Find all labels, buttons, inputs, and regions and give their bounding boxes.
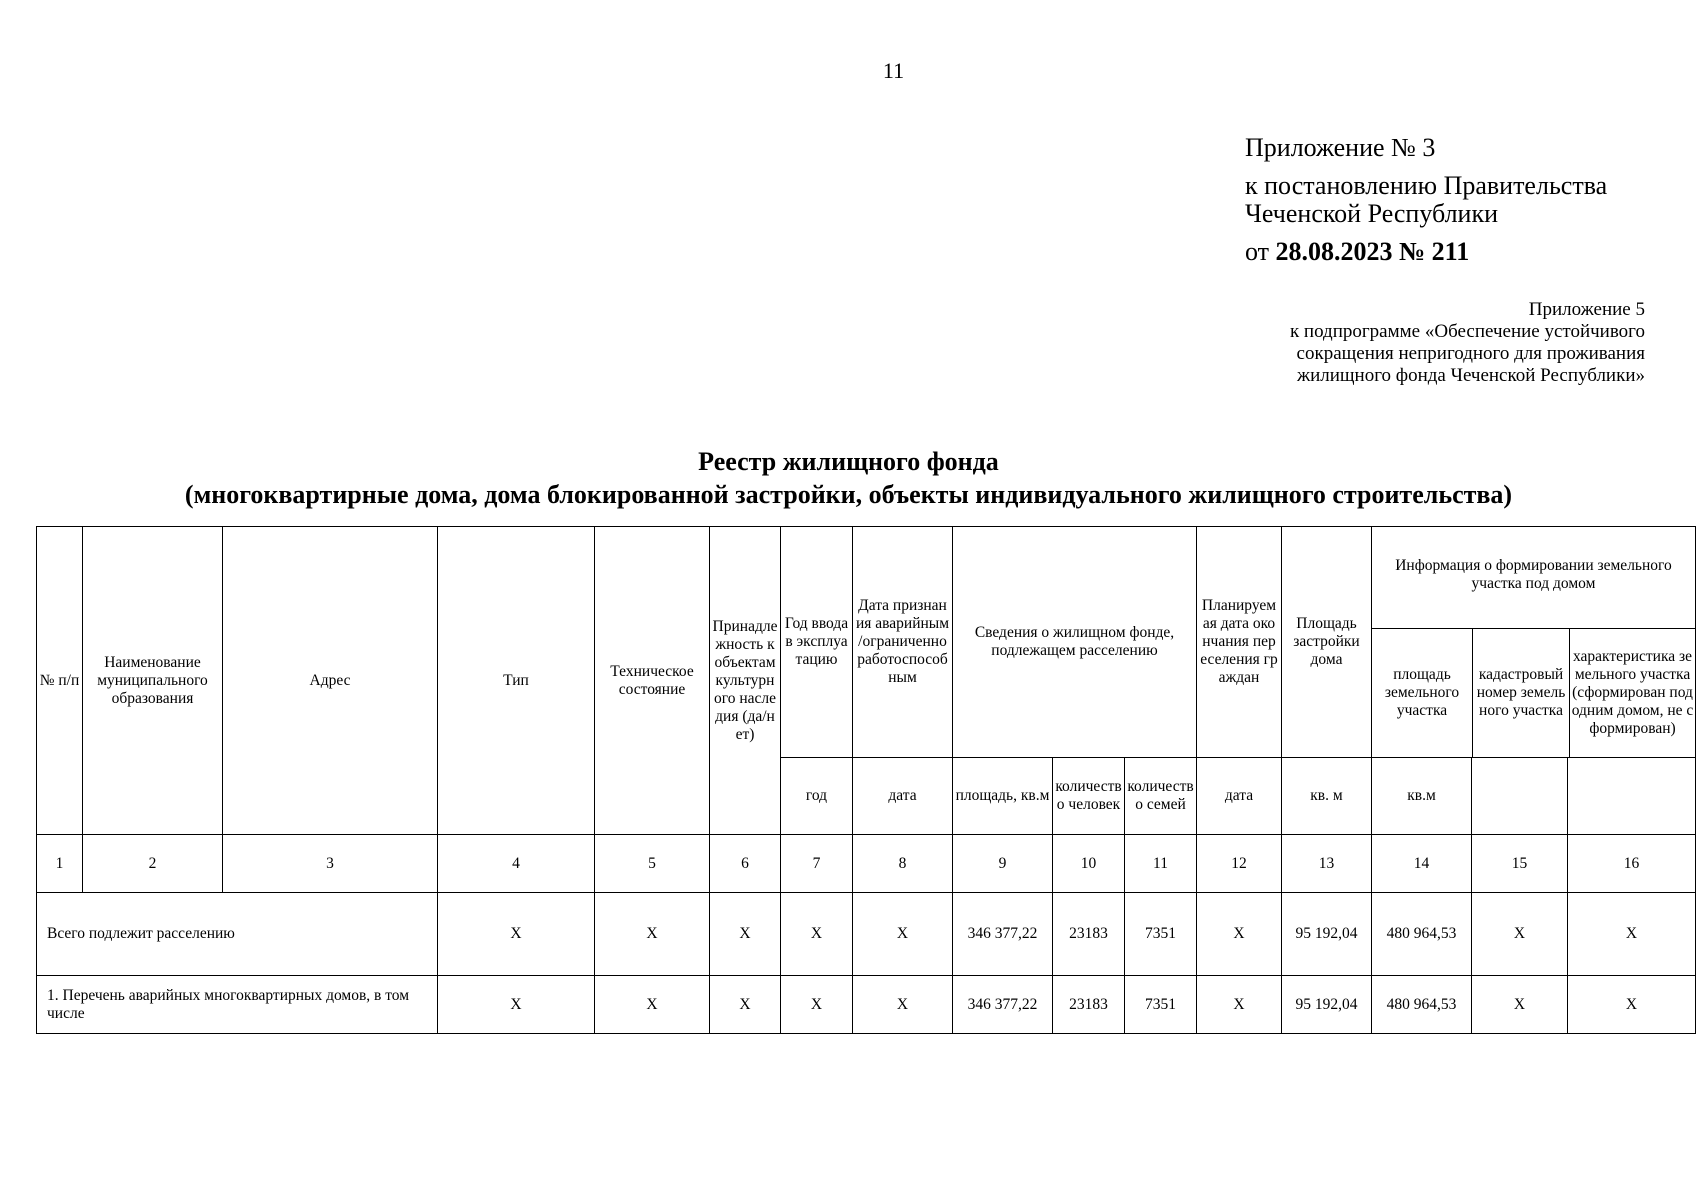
cell-land-char: X [1568, 976, 1696, 1034]
table-row [37, 893, 1696, 976]
cell-area: 346 377,22 [953, 976, 1053, 1034]
header-building-area: Площадь застройки дома [1282, 527, 1372, 758]
cell-building-area: 95 192,04 [1282, 976, 1372, 1034]
document-title-line-1: Реестр жилищного фонда [698, 447, 999, 476]
header-municipality: Наименование муниципального образования [83, 527, 223, 835]
housing-registry-table [36, 526, 1696, 1034]
cell-land-area: 480 964,53 [1372, 893, 1472, 976]
header-planned-date: Планируемая дата окончания переселения граждан [1197, 527, 1282, 758]
column-number: 13 [1282, 835, 1372, 893]
document-title-line-2: (многоквартирные дома, дома блокированной застройки, объекты индивидуального жилищного строительства) [184, 480, 1513, 509]
column-number: 10 [1053, 835, 1125, 893]
order-date-value: 28.08.2023 № 211 [1275, 237, 1470, 266]
document-title [0, 445, 1697, 511]
unit-land-area: кв.м [1372, 758, 1472, 835]
column-number: 6 [710, 835, 781, 893]
cell-families: 7351 [1125, 893, 1197, 976]
cell-planned-date: X [1197, 976, 1282, 1034]
appendix-3-line-1: к постановлению Правительства [1245, 171, 1608, 200]
header-cadastral: кадастровый номер земельного участка [1473, 629, 1570, 757]
column-number: 2 [83, 835, 223, 893]
cell-land-area: 480 964,53 [1372, 976, 1472, 1034]
column-number: 11 [1125, 835, 1197, 893]
unit-date: дата [853, 758, 953, 835]
appendix-3-block [1245, 134, 1607, 266]
header-date-emergency: Дата признания аварийным /ограниченно работоспособным [853, 527, 953, 758]
cell-type: X [438, 893, 595, 976]
cell-building-area: 95 192,04 [1282, 893, 1372, 976]
cell-planned-date: X [1197, 893, 1282, 976]
unit-people: количество человек [1053, 758, 1125, 835]
appendix-5-title: Приложение 5 [1528, 299, 1645, 320]
unit-cadastral-empty [1472, 758, 1568, 835]
column-number: 9 [953, 835, 1053, 893]
header-address: Адрес [223, 527, 438, 835]
order-date-prefix: от [1245, 237, 1270, 266]
cell-date: X [853, 976, 953, 1034]
table-row [37, 976, 1696, 1034]
cell-condition: X [595, 976, 710, 1034]
cell-families: 7351 [1125, 976, 1197, 1034]
column-number: 12 [1197, 835, 1282, 893]
unit-planned-date: дата [1197, 758, 1282, 835]
column-number: 5 [595, 835, 710, 893]
unit-area: площадь, кв.м [953, 758, 1053, 835]
cell-people: 23183 [1053, 893, 1125, 976]
row-label: Всего подлежит расселению [37, 893, 438, 976]
cell-year: X [781, 893, 853, 976]
cell-heritage: X [710, 893, 781, 976]
column-number: 4 [438, 835, 595, 893]
unit-families: количество семей [1125, 758, 1197, 835]
column-number: 3 [223, 835, 438, 893]
cell-year: X [781, 976, 853, 1034]
appendix-5-block [1290, 299, 1645, 387]
column-number: 15 [1472, 835, 1568, 893]
cell-area: 346 377,22 [953, 893, 1053, 976]
unit-land-char-empty [1568, 758, 1696, 835]
header-land-info [1372, 527, 1696, 758]
header-condition: Техническое состояние [595, 527, 710, 835]
appendix-5-line-2: сокращения непригодного для проживания [1296, 343, 1645, 364]
cell-type: X [438, 976, 595, 1034]
table-header-row [37, 527, 1696, 758]
header-housing-info: Сведения о жилищном фонде, подлежащем расселению [953, 527, 1197, 758]
cell-people: 23183 [1053, 976, 1125, 1034]
cell-condition: X [595, 893, 710, 976]
cell-date: X [853, 893, 953, 976]
column-number: 8 [853, 835, 953, 893]
appendix-5-line-1: к подпрограмме «Обеспечение устойчивого [1289, 321, 1645, 342]
appendix-3-title: Приложение № 3 [1245, 133, 1436, 162]
appendix-3-order [1245, 238, 1607, 266]
column-number: 14 [1372, 835, 1472, 893]
row-label: 1. Перечень аварийных многоквартирных домов, в том числе [37, 976, 438, 1034]
header-num: № п/п [37, 527, 83, 835]
appendix-3-line-2: Чеченской Республики [1245, 199, 1499, 228]
header-land-characteristic: характеристика земельного участка (сформирован под одним домом, не сформирован) [1571, 648, 1694, 737]
header-year-built: Год ввода в эксплуатацию [781, 527, 853, 758]
header-land-info-title: Информация о формировании земельного участка под домом [1372, 529, 1695, 629]
column-number: 1 [37, 835, 83, 893]
column-number: 16 [1568, 835, 1696, 893]
page-number: 11 [882, 58, 905, 83]
column-number: 7 [781, 835, 853, 893]
unit-building-area: кв. м [1282, 758, 1372, 835]
header-heritage: Принадлежность к объектам культурного наследия (да/нет) [710, 527, 781, 835]
unit-year: год [781, 758, 853, 835]
cell-cadastral: X [1472, 893, 1568, 976]
cell-heritage: X [710, 976, 781, 1034]
header-land-subheaders [1372, 629, 1695, 757]
appendix-5-line-3: жилищного фонда Чеченской Республики» [1296, 365, 1645, 386]
column-number-row [37, 835, 1696, 893]
cell-land-char: X [1568, 893, 1696, 976]
cell-cadastral: X [1472, 976, 1568, 1034]
header-land-area: площадь земельного участка [1372, 629, 1473, 757]
header-type: Тип [438, 527, 595, 835]
